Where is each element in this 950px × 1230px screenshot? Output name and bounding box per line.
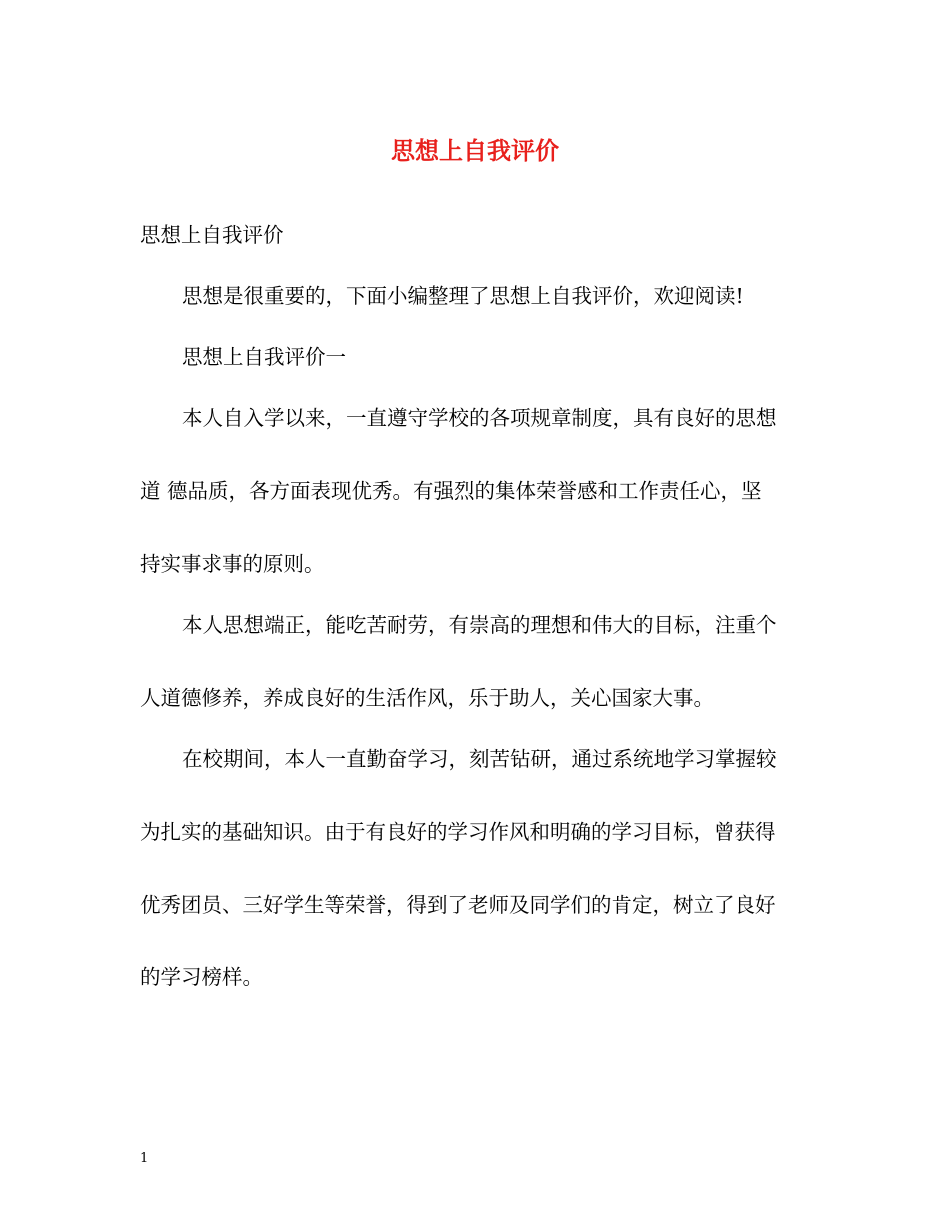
- paragraph-line: 人道德修养，养成良好的生活作风，乐于助人，关心国家大事。: [140, 686, 714, 710]
- paragraph-line: 为扎实的基础知识。由于有良好的学习作风和明确的学习目标，曾获得: [140, 820, 776, 844]
- paragraph-line: 本人思想端正，能吃苦耐劳，有崇高的理想和伟大的目标，注重个: [182, 613, 777, 637]
- paragraph-line: 本人自入学以来，一直遵守学校的各项规章制度，具有良好的思想: [182, 406, 777, 430]
- document-title: 思想上自我评价: [391, 136, 559, 165]
- paragraph-line: 在校期间，本人一直勤奋学习，刻苦钻研，通过系统地学习掌握较: [182, 747, 777, 771]
- intro-paragraph: 思想是很重要的，下面小编整理了思想上自我评价，欢迎阅读!: [182, 284, 744, 308]
- page-number: 1: [140, 1151, 149, 1166]
- section-heading: 思想上自我评价一: [182, 345, 346, 369]
- paragraph-line: 持实事求事的原则。: [140, 552, 325, 576]
- heading-line: 思想上自我评价: [140, 223, 284, 247]
- paragraph-line: 道 德品质，各方面表现优秀。有强烈的集体荣誉感和工作责任心，坚: [140, 479, 762, 503]
- paragraph-line: 的学习榜样。: [140, 965, 263, 989]
- paragraph-line: 优秀团员、三好学生等荣誉，得到了老师及同学们的肯定，树立了良好: [140, 893, 776, 917]
